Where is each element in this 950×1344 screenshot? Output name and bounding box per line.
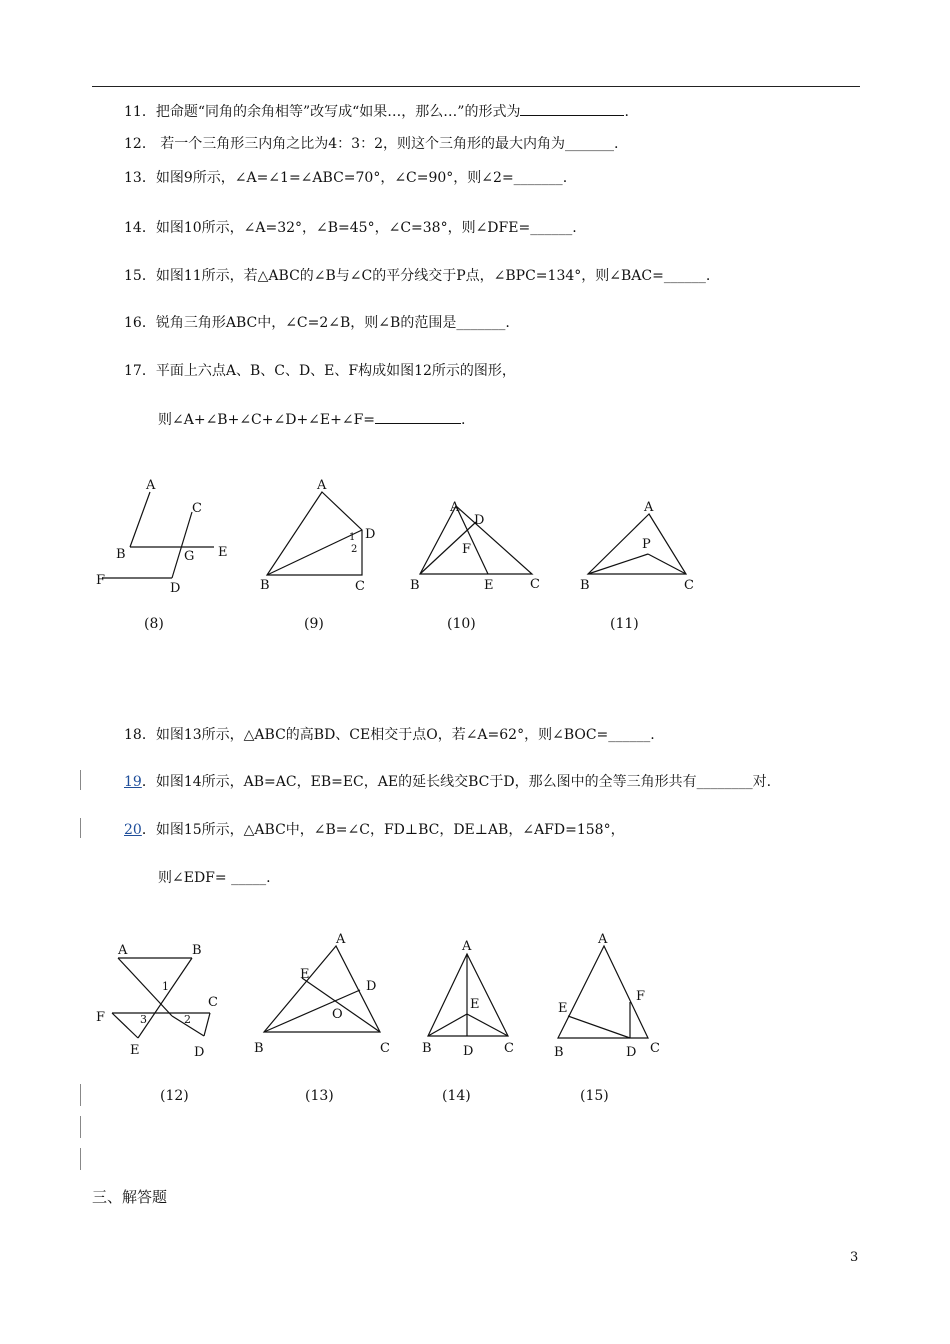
- label-2: 2: [184, 1013, 191, 1026]
- question-14: 14．如图10所示，∠A=32°，∠B=45°，∠C=38°，则∠DFE=______.: [124, 220, 577, 236]
- label-a: A: [118, 943, 128, 958]
- label-e: E: [558, 1001, 568, 1016]
- question-20: 20．如图15所示，△ABC中，∠B=∠C，FD⊥BC，DE⊥AB，∠AFD=158°，: [124, 822, 625, 838]
- label-c: C: [504, 1041, 514, 1056]
- line: [138, 958, 192, 1038]
- label-a: A: [462, 939, 472, 954]
- label-a: A: [598, 932, 608, 947]
- question-12: 12． 若一个三角形三内角之比为4：3：2，则这个三角形的最大内角为_______.: [124, 136, 619, 152]
- question-15: 15．如图11所示，若△ABC的∠B与∠C的平分线交于P点，∠BPC=134°，则∠BAC=______.: [124, 268, 711, 284]
- figure-8-caption: (8): [144, 616, 164, 632]
- label-e: E: [484, 578, 494, 593]
- figure-11: [576, 492, 706, 597]
- figure-12: [92, 938, 227, 1063]
- line: [172, 512, 195, 578]
- label-d: D: [194, 1045, 205, 1060]
- label-d: D: [474, 513, 485, 528]
- label-p: P: [642, 537, 651, 552]
- page-number: 3: [850, 1250, 859, 1265]
- line: [112, 1013, 138, 1038]
- label-e: E: [218, 545, 228, 560]
- figure-11-caption: (11): [610, 616, 639, 632]
- question-18: 18．如图13所示，△ABC的高BD、CE相交于点O，若∠A=62°，则∠BOC=______.: [124, 727, 655, 743]
- answer-blank[interactable]: [520, 102, 624, 116]
- revision-bar: [80, 1148, 81, 1170]
- question-19-link[interactable]: 19: [124, 774, 142, 790]
- question-11: 11．把命题“同角的余角相等”改写成“如果…，那么…”的形式为 .: [124, 104, 629, 120]
- label-d: D: [463, 1044, 474, 1059]
- label-o: O: [332, 1007, 343, 1022]
- label-a: A: [450, 500, 460, 515]
- label-2: 2: [351, 544, 358, 555]
- label-a: A: [317, 478, 327, 493]
- label-e: E: [470, 997, 480, 1012]
- label-d: D: [626, 1045, 637, 1060]
- label-b: B: [580, 578, 590, 593]
- figure-10-caption: (10): [447, 616, 476, 632]
- answer-blank[interactable]: [375, 410, 461, 424]
- label-c: C: [684, 578, 694, 593]
- label-c: C: [650, 1041, 660, 1056]
- triangle: [558, 946, 648, 1038]
- figure-10: [404, 492, 554, 597]
- figure-13-caption: (13): [305, 1088, 334, 1104]
- label-c: C: [530, 577, 540, 592]
- label-b: B: [254, 1041, 264, 1056]
- label-c: C: [208, 995, 218, 1010]
- revision-bar: [80, 1116, 81, 1138]
- quad: [267, 492, 362, 575]
- label-c: C: [355, 579, 365, 594]
- figure-9-caption: (9): [304, 616, 324, 632]
- triangle: [428, 954, 508, 1036]
- figure-14-caption: (14): [442, 1088, 471, 1104]
- label-b: B: [260, 578, 270, 593]
- section-title: 三、解答题: [92, 1188, 168, 1206]
- line: [568, 1016, 630, 1038]
- label-f: F: [96, 573, 106, 588]
- figure-15-caption: (15): [580, 1088, 609, 1104]
- line: [130, 492, 150, 547]
- label-c: C: [192, 501, 202, 516]
- figure-14: [418, 932, 528, 1062]
- figure-8: [92, 472, 232, 597]
- label-b: B: [410, 578, 420, 593]
- line: [264, 990, 360, 1032]
- question-17-cont: 则∠A+∠B+∠C+∠D+∠E+∠F= .: [158, 412, 466, 428]
- label-a: A: [336, 932, 346, 947]
- question-17: 17．平面上六点A、B、C、D、E、F构成如图12所示的图形，: [124, 363, 516, 379]
- header-rule: [92, 86, 860, 87]
- label-g: G: [184, 549, 195, 564]
- question-20-cont: 则∠EDF= _____.: [158, 870, 271, 886]
- figure-15: [548, 928, 673, 1063]
- label-d: D: [365, 527, 376, 542]
- question-16: 16．锐角三角形ABC中，∠C=2∠B，则∠B的范围是_______.: [124, 315, 510, 331]
- revision-bar: [80, 818, 81, 838]
- label-e: E: [300, 967, 310, 982]
- question-20-link[interactable]: 20: [124, 822, 142, 838]
- question-13: 13．如图9所示，∠A=∠1=∠ABC=70°，∠C=90°，则∠2=_______.: [124, 170, 568, 186]
- label-a: A: [146, 478, 156, 493]
- label-1: 1: [162, 980, 169, 993]
- triangle: [264, 946, 380, 1032]
- figure-9: [255, 472, 385, 597]
- line: [204, 1013, 210, 1036]
- label-b: B: [192, 943, 202, 958]
- line: [588, 554, 648, 574]
- question-19: 19．如图14所示，AB=AC，EB=EC，AE的延长线交BC于D，那么图中的全等三角形共有________对.: [124, 774, 772, 790]
- label-3: 3: [140, 1013, 147, 1026]
- label-f: F: [96, 1010, 106, 1025]
- triangle: [588, 514, 686, 574]
- figure-12-caption: (12): [160, 1088, 189, 1104]
- label-d: D: [170, 581, 181, 596]
- label-b: B: [422, 1041, 432, 1056]
- label-c: C: [380, 1041, 390, 1056]
- label-f: F: [462, 542, 472, 557]
- revision-bar: [80, 770, 81, 790]
- label-b: B: [554, 1045, 564, 1060]
- label-1: 1: [349, 532, 356, 543]
- label-e: E: [130, 1043, 140, 1058]
- revision-bar: [80, 1084, 81, 1106]
- figure-13: [248, 926, 398, 1061]
- label-a: A: [644, 500, 654, 515]
- label-d: D: [366, 979, 377, 994]
- label-f: F: [636, 989, 646, 1004]
- label-b: B: [116, 547, 126, 562]
